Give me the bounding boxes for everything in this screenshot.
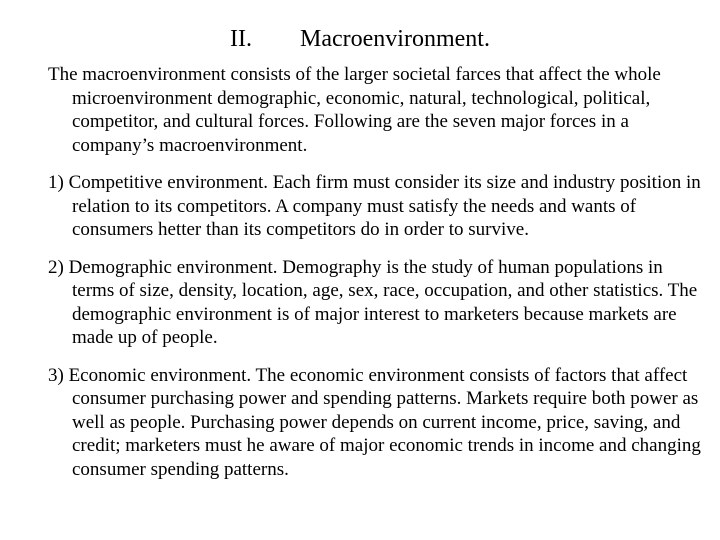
item-demographic-environment: 2) Demographic environment. Demography is the study of human populations in terms of size, density, location, age, sex, race, occupation, and other statistics. The demographic environment is of major interest to marketers because markets are made up of people. — [48, 256, 698, 348]
item-competitive-environment: 1) Competitive environment. Each firm must consider its size and industry position in relation to its competitors. A company must satisfy the needs and wants of consumers hetter than its competitors do in order to survive. — [48, 172, 701, 240]
intro-paragraph: The macroenvironment consists of the larger societal farces that affect the whole microenvironment demographic, economic, natural, technological, political, competitor, and cultural forces. Following are the seven major forces in a company’s macroenvironment. — [48, 64, 661, 156]
title-text: Macroenvironment. — [300, 26, 490, 52]
slide-body — [48, 63, 708, 481]
title-number: II. — [230, 26, 252, 52]
item-economic-environment: 3) Economic environment. The economic environment consists of factors that affect consumer purchasing power and spending patterns. Markets require both power as well as people. Purchasing power depends on current income, price, saving, and credit; marketers must he aware of major economic trends in income and changing consumer spending patterns. — [48, 364, 701, 480]
